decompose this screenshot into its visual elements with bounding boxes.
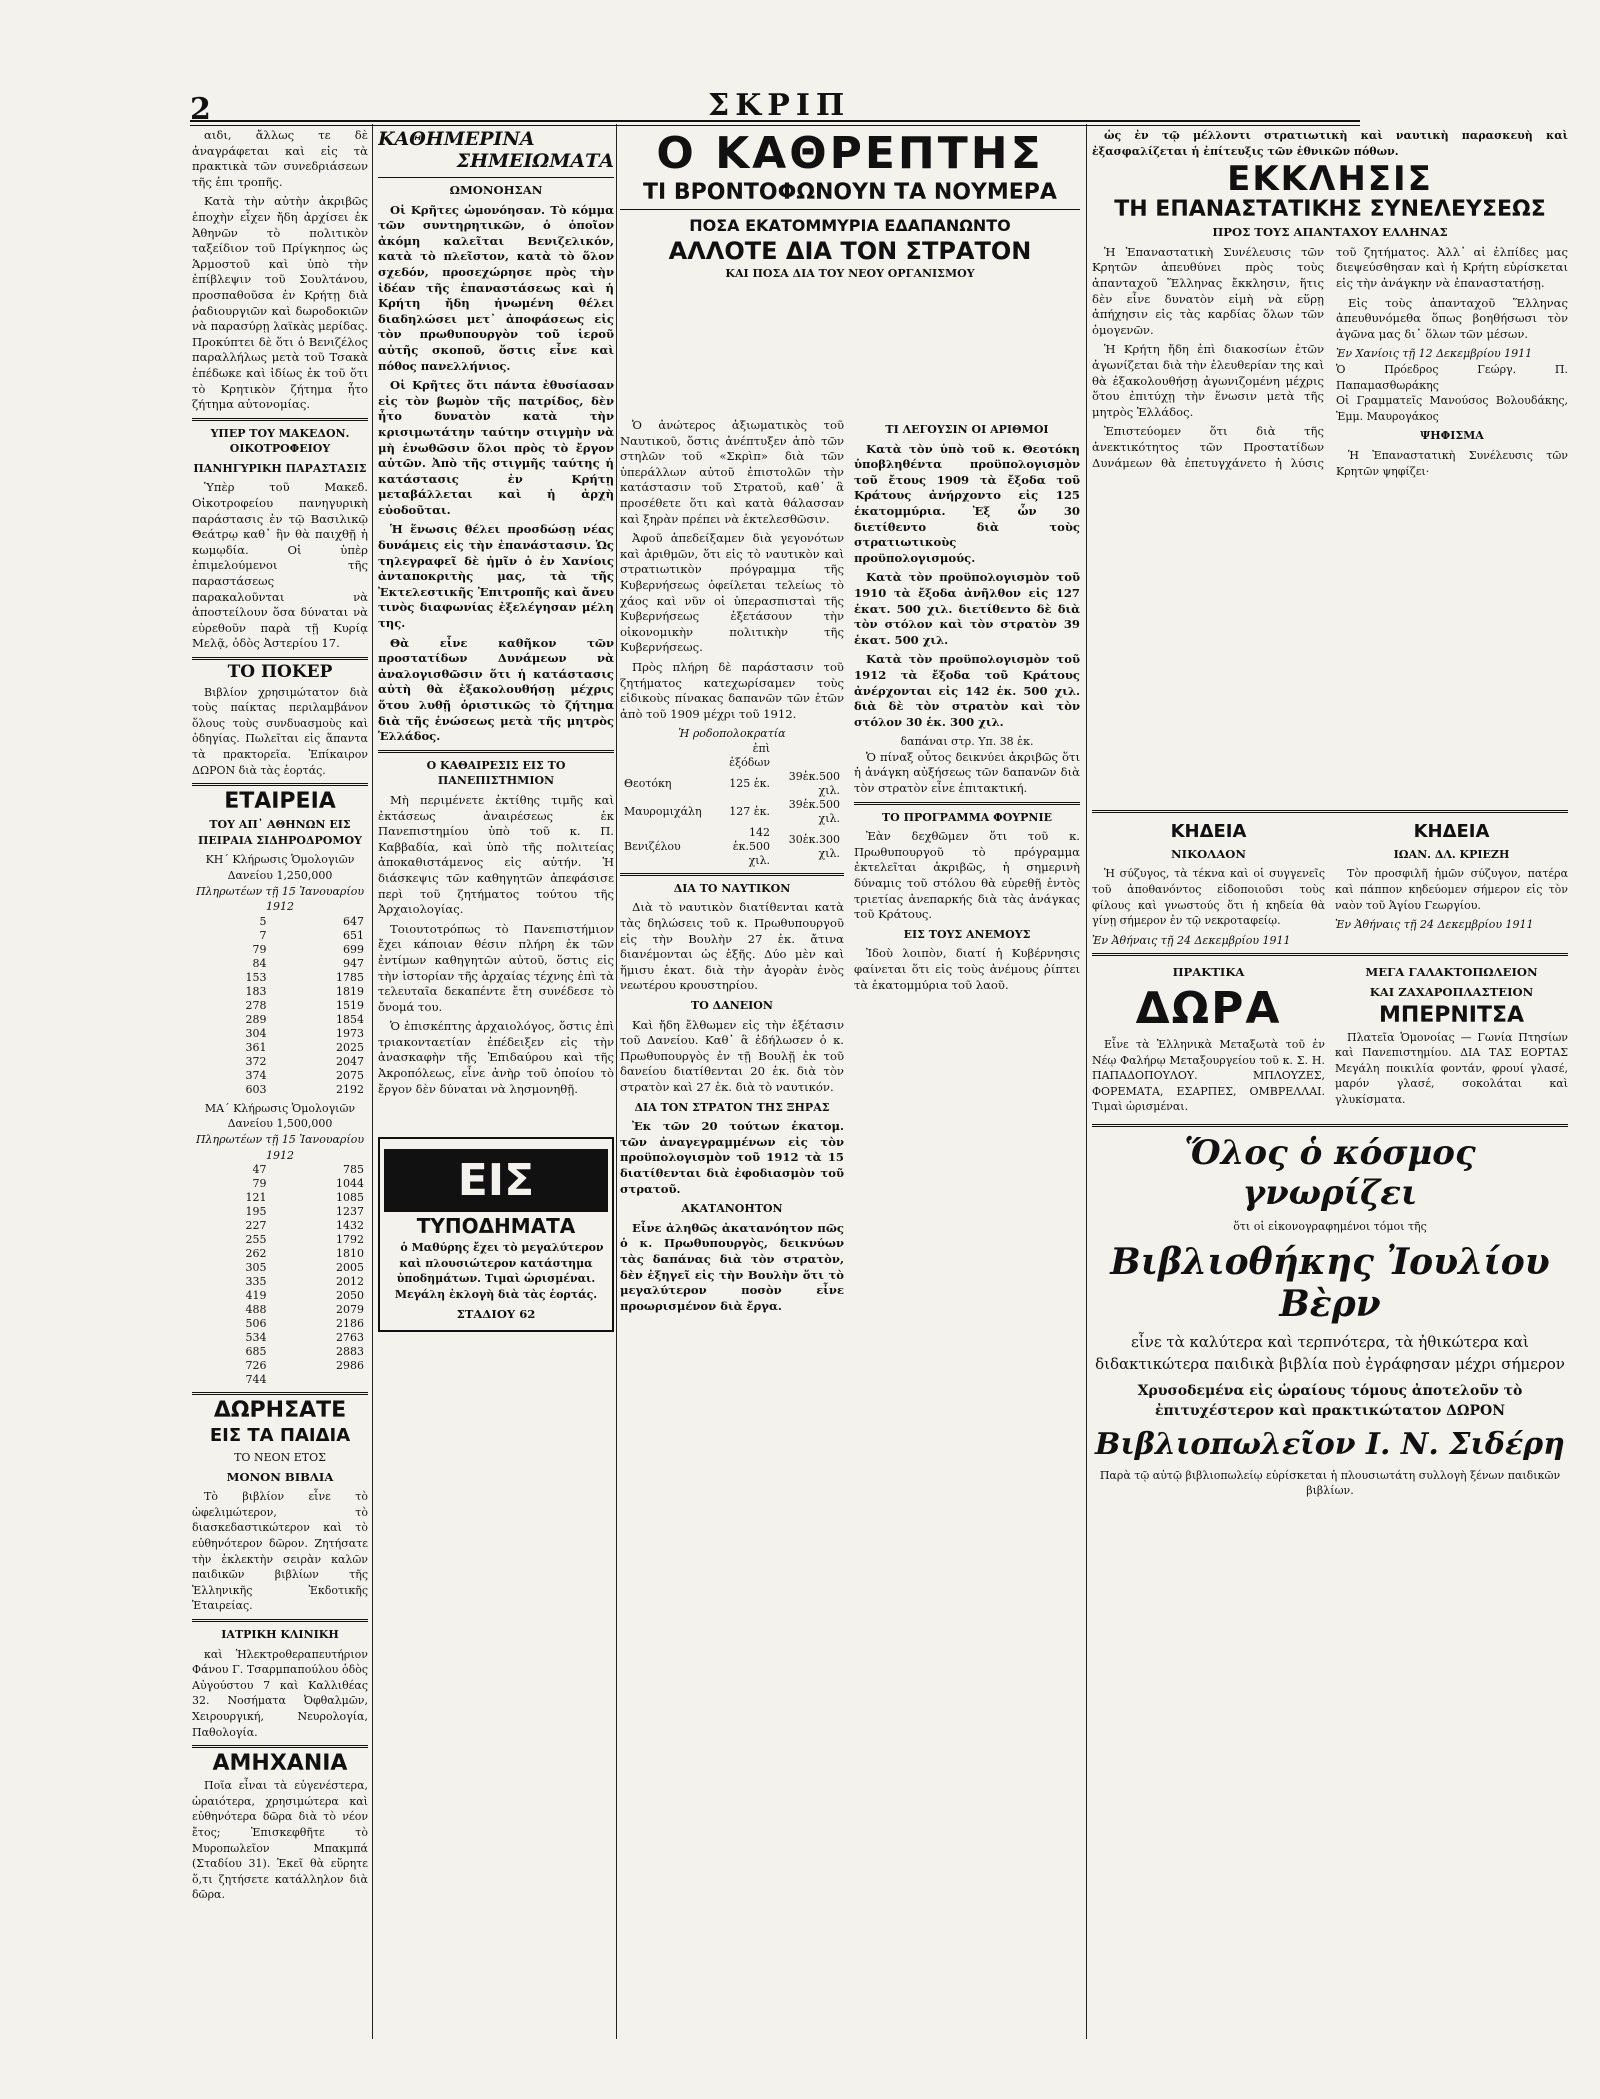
table-cell: 142 ἑκ.500 χιλ.: [732, 825, 771, 867]
funeral-row: [1092, 818, 1568, 949]
clinic-heading: ΙΑΤΡΙΚΗ ΚΛΙΝΙΚΗ: [221, 1628, 339, 1642]
table-cell: 2075: [336, 1068, 364, 1082]
table-row: [192, 1317, 368, 1331]
table-row: [192, 1177, 368, 1191]
divider: [1092, 1124, 1568, 1127]
appeal-body: [1092, 245, 1568, 805]
divider: [620, 873, 844, 876]
table-cell: 1785: [336, 970, 364, 984]
table-cell: 651: [343, 928, 364, 942]
page-number: 2: [190, 92, 211, 127]
table-row: [192, 1275, 368, 1289]
divider: [1092, 953, 1568, 956]
funeral-notice: [1092, 818, 1325, 949]
funeral-name: ΙΩΑΝ. ΔΛ. ΚΡΙΕΖΗ: [1393, 847, 1510, 861]
signature: Ὁ Πρόεδρος Γεώργ. Π. Παπαμασθωράκης: [1336, 362, 1568, 392]
table-row: [192, 999, 368, 1013]
table-cell: 1519: [336, 998, 364, 1012]
table-cell: 2079: [336, 1303, 364, 1317]
divider: [1092, 810, 1568, 813]
article-text: Ἡ σύζυγος, τὰ τέκνα καὶ οἱ συγγενεῖς τοῦ ἀποθανόντος εἰδοποιοῦσι τοὺς φίλους καὶ γνωστούς ὅτι ἡ κηδεία θὰ γίνῃ σήμερον ἐν τῷ νεκροταφείῳ.: [1092, 867, 1325, 928]
table-cell: 79: [252, 942, 267, 956]
table-row: [192, 1345, 368, 1359]
table-caption: Ἡ ροδοπολοκρατία: [678, 727, 786, 741]
table-cell: 361: [245, 1040, 267, 1054]
table-cell: 84: [252, 956, 267, 970]
section-heading: ΚΑΘΗΜΕΡΙΝΑ: [378, 128, 535, 150]
column-4: [1092, 128, 1568, 2033]
newspaper-title: ΣΚΡΙΠ: [708, 88, 851, 123]
column-1: [192, 128, 368, 2033]
ad-text: ὅτι οἱ εἰκονογραφημένοι τόμοι τῆς: [1233, 1219, 1427, 1233]
ad-title: Ὅλος ὁ κόσμος γνωρίζει: [1184, 1132, 1476, 1213]
table-row: [192, 1191, 368, 1205]
table-row: [192, 957, 368, 971]
table-row: [192, 1289, 368, 1303]
gift-line: ΜΟΝΟΝ ΒΙΒΛΙΑ: [226, 1469, 334, 1484]
funeral-title: ΚΗΔΕΙΑ: [1170, 820, 1247, 842]
divider: [192, 657, 368, 660]
article-text: Μὴ περιμένετε ἐκτίθης τιμῆς καὶ ἐκτάσεως ἀναιρέσεως ἐκ Πανεπιστημίου ὑπὸ τοῦ κ. Π. Καββαδία, καὶ ὑπὸ τῆς πολιτείας ἀποκαθιστάμενος εἰς αὐτήν. Ἡ διάσκεψις τῶν καθηγητῶν ἀπεφάσισε περὶ τοῦ ζητήματος τούτου τῆς Ἀρχαιολογίας.: [378, 792, 614, 917]
table-row: [192, 1069, 368, 1083]
table-row: [192, 1083, 368, 1097]
article-text: Τὸν προσφιλῆ ἡμῶν σύζυγον, πατέρα καὶ πάππον κηδεύομεν σήμερον εἰς τὸν ναὸν τοῦ Ἁγίου Γεωργίου.: [1335, 867, 1568, 912]
headline: ΠΡΟΣ ΤΟΥΣ ΑΠΑΝΤΑΧΟΥ ΕΛΛΗΝΑΣ: [1212, 225, 1448, 240]
feature-kicker: Ο ΚΑΘΡΕΠΤΗΣ: [656, 128, 1044, 179]
ad-title: ΤΥΠΟΔΗΜΑΤΑ: [416, 1214, 576, 1239]
funeral-notice: [1335, 818, 1568, 949]
gift-subheading: ΕΙΣ ΤΑ ΠΑΙΔΙΑ: [209, 1425, 351, 1447]
table-cell: 1973: [336, 1026, 364, 1040]
article-text: Εἶνε ἀληθῶς ἀκατανόητον πῶς ὁ κ. Πρωθυπουργὸς, δεικνύων τὰς δαπάνας διὰ τὸν στρατὸν, δὲν ἐξηγεῖ εἰς τὴν Βουλὴν ὅτι τὸ μεγαλύτερον ποσὸν εἶνε προωρισμένον διὰ ἔργα.: [620, 1220, 844, 1313]
table-cell: 39ἑκ.500 χιλ.: [788, 769, 840, 797]
table-row: [192, 1055, 368, 1069]
table-row: [192, 971, 368, 985]
headline: ΕΚΚΛΗΣΙΣ: [1227, 159, 1433, 200]
ad-text: Πλατεῖα Ὁμονοίας — Γωνία Πτησίων καὶ Πανεπιστημίου. ΔΙΑ ΤΑΣ ΕΟΡΤΑΣ Μεγάλη ποικιλία φοντάν, φρουί γλασέ, μαρόν γλασέ, σοκολάται καὶ γλυκίσματα.: [1335, 1030, 1568, 1106]
ad-top: ΕΙΣ: [384, 1149, 608, 1212]
divider: [192, 1392, 368, 1395]
table-cell: 125 ἑκ.: [729, 776, 771, 790]
divider: [192, 1619, 368, 1622]
table-row: [192, 1205, 368, 1219]
column-divider: [1086, 124, 1087, 2039]
table-cell: 1044: [336, 1177, 364, 1191]
table-header: δαπάναι στρ. Υπ. 38 ἑκ.: [900, 735, 1034, 749]
headline: ΤΙ ΒΡΟΝΤΟΦΩΝΟΥΝ ΤΑ ΝΟΥΜΕΡΑ: [643, 180, 1057, 205]
funeral-date: Ἐν Ἀθήναις τῇ 24 Δεκεμβρίου 1911: [1092, 933, 1291, 947]
table-cell: 488: [245, 1303, 267, 1317]
article-text: Ἡ Ἐπαναστατικὴ Συνέλευσις τῶν Κρητῶν ψηφίζει·: [1336, 448, 1568, 478]
table-cell: 419: [245, 1289, 267, 1303]
article-text: Ἐπιστεύομεν ὅτι διὰ τῆς ἀνεκτικότητος τῶν Προστατίδων Δυνάμεων θὰ ἐπετυγχάνετο ἡ λύσις τοῦ ζητήματος. Ἀλλ᾽ αἱ ἐλπίδες μας διεψεύσθησαν καὶ ἡ Κρήτη εὑρίσκεται εἰς τὴν ἀνάγκην νὰ ἐπαναστατήσῃ.: [1092, 244, 1568, 470]
article-text: Ὑπὲρ τοῦ Μακεδ. Οἰκοτροφείου πανηγυρικὴ παράστασις ἐν τῷ Βασιλικῷ Θεάτρῳ καθ᾽ ἣν θὰ παιχθῇ ἡ κωμῳδία. Οἱ ὑπὲρ ἐπιμελούμενοι τῆς παραστάσεως παρακαλοῦνται νὰ ἀποστείλουν ὅσα δύναται νὰ εὑρεθοῦν παρὰ τῇ Κυρίᾳ Μελᾷ, ὁδὸς Ἀστερίου 17.: [192, 480, 368, 651]
divider: [854, 802, 1080, 805]
table-cell: 153: [245, 970, 267, 984]
article-text: Ὁ ἀνώτερος ἀξιωματικὸς τοῦ Ναυτικοῦ, ὅστις ἀνέπτυξεν ἀπὸ τῶν στηλῶν τοῦ «Σκρὶπ» διὰ τῶν ὑπεράλλων αὐτοῦ ἐπιστολῶν τὴν κατάστασιν τοῦ Στρατοῦ, καθ᾽ ἃ προσέθετε ὅτι καὶ κατὰ θάλασσαν καὶ ξηρὰν πρέπει νὰ ἐκτελεσθῶσιν.: [620, 418, 844, 526]
shoe-ad: [378, 1137, 614, 1332]
column-divider: [372, 124, 373, 2039]
table-cell: Μαυρομιχάλη: [624, 804, 702, 818]
article-title: ΑΚΑΤΑΝΟΗΤΟΝ: [681, 1202, 783, 1216]
gift-line: ΤΟ ΝΕΟΝ ΕΤΟΣ: [234, 1451, 326, 1465]
table-row: [192, 985, 368, 999]
draw-table-1: [192, 915, 368, 1097]
article-text: Ἐκ τῶν 20 τούτων ἑκατομ. τῶν ἀναγεγραμμένων εἰς τὸν προϋπολογισμὸν τοῦ 1912 τὰ 15 διατίθενται διὰ ἐφοδιασμὸν τοῦ στρατοῦ.: [620, 1119, 844, 1196]
table-cell: [271, 1373, 368, 1387]
table-cell: 372: [245, 1054, 267, 1068]
article-text: καὶ Ἠλεκτροθεραπευτήριον Φάνου Γ. Τσαρμπαπούλου ὁδὸς Αὐγούστου 7 καὶ Καλλιθέας 32. Νοσήματα Ὀφθαλμῶν, Χειρουργική, Νευρολογία, Παθολογία.: [192, 1647, 368, 1739]
resolution-title: ΨΗΦΙΣΜΑ: [1420, 429, 1484, 443]
table-cell: 374: [245, 1068, 267, 1082]
table-row: [192, 1013, 368, 1027]
divider: [378, 750, 614, 753]
article-text: Κατὰ τὸν ὑπὸ τοῦ κ. Θεοτόκη ὑποβληθέντα προϋπολογισμὸν τοῦ ἔτους 1909 τὰ ἔξοδα τοῦ Κράτους ἀνήρχοντο εἰς 125 ἑκατομμύρια. Ἐξ ὧν 30 διετίθεντο διὰ τοὺς στρατιωτικοὺς προϋπολογισμούς.: [854, 441, 1080, 565]
ad-text: Παρὰ τῷ αὐτῷ βιβλιοπωλείῳ εὑρίσκεται ἡ πλουσιωτάτη συλλογὴ ξένων παιδικῶν βιβλίων.: [1099, 1468, 1561, 1498]
article-title: ΕΙΣ ΤΟΥΣ ΑΝΕΜΟΥΣ: [903, 927, 1031, 941]
ad-title: ΜΕΓΑ ΓΑΛΑΚΤΟΠΩΛΕΙΟΝ: [1365, 965, 1538, 980]
table-cell: 2047: [336, 1054, 364, 1068]
article-text: Πρὸς πλήρη δὲ παράστασιν τοῦ ζητήματος κατεχωρίσαμεν τοὺς εἰδικοὺς πίνακας δαπανῶν τῶν ἐτῶν ἀπὸ τοῦ 1909 μέχρι τοῦ 1912.: [620, 659, 844, 721]
divider: [192, 418, 368, 421]
ad-address: ΣΤΑΔΙΟΥ 62: [456, 1306, 536, 1321]
divider: [620, 209, 1080, 210]
article-text: Θὰ εἶνε καθῆκον τῶν προστατίδων Δυνάμεων νὰ ἀναλογισθῶσιν ὅτι ἡ κατάστασις αὐτὴ θὰ ἐξακολουθήσῃ μέχρις ὅτου λυθῇ ὁριστικῶς τὸ ζήτημα διὰ τῆς ἑνώσεως μετὰ τῆς μητρὸς Ἑλλάδος.: [378, 635, 614, 744]
article-text: Ἡ ἕνωσις θέλει προσδώσῃ νέας δυνάμεις εἰς τὴν ἐπανάστασιν. Ὡς τηλεγραφεῖ δὲ ἡμῖν ὁ ἐν Χανίοις ἀνταποκριτὴς μας, τὰ τῆς Ἐκτελεστικῆς Ἐπιτροπῆς καὶ ἄνευ τινὸς διαφωνίας ἐξελέγησαν μέλη της.: [378, 522, 614, 631]
table-row: [192, 1303, 368, 1317]
table-cell: 947: [343, 956, 364, 970]
article-text: Κατὰ τὴν αὐτὴν ἀκριβῶς ἐποχὴν εἶχεν ἤδη ἀρχίσει ἐκ Ἀθηνῶν τὸ πολιτικὸν ταξείδιον τοῦ Πρίγκηπος ὡς Ἁρμοστοῦ καὶ ὑπὸ τὴν ἐπίβλεψιν τοῦ Σουλτάνου, προσπαθοῦσα ἐν Κρήτῃ διὰ ῥαδιουργιῶν καὶ δωροδοκιῶν νὰ παρασύρῃ λαϊκὰς μερίδας. Προκύπτει δὲ ὅτι ὁ Βενιζέλος παραλλήλως μετὰ τοῦ Τσακὰ ἐπέδωκε καὶ ἰδίως ἐκ τοῦ ὅτι τὸ Κρητικὸν ζήτημα ἦτο ζήτημα αὐτονομίας.: [192, 194, 368, 412]
article-title: ΩΜΟΝΟΗΣΑΝ: [449, 183, 543, 197]
table-cell: 534: [245, 1331, 267, 1345]
headline: ΠΟΣΑ ΕΚΑΤΟΜΜΥΡΙΑ ΕΔΑΠΑΝΩΝΤΟ: [689, 216, 1011, 235]
milk-ad: [1335, 961, 1568, 1119]
table-cell: 744: [245, 1373, 267, 1387]
article-text: Τὸ βιβλίον εἶνε τὸ ὠφελιμώτερον, τὸ διασκεδαστικώτερον καὶ τὸ εὐθηνότερον δῶρον. Ζητήσατε τὴν ἐκλεκτὴν σειρὰν καλῶν παιδικῶν βιβλίων τῆς Ἑλληνικῆς Ἐκδοτικῆς Ἑταιρείας.: [192, 1490, 368, 1613]
headline: ΚΑΙ ΠΟΣΑ ΔΙΑ ΤΟΥ ΝΕΟΥ ΟΡΓΑΝΙΣΜΟΥ: [725, 267, 975, 280]
table-cell: 506: [245, 1317, 267, 1331]
table-cell: 1819: [336, 984, 364, 998]
funeral-date: Ἐν Ἀθήναις τῇ 24 Δεκεμβρίου 1911: [1335, 918, 1534, 932]
article-text: Ποῖα εἶναι τὰ εὐγενέστερα, ὡραιότερα, χρησιμώτερα καὶ εὐθηνότερα δῶρα διὰ τὸ νέον ἔτος; Ἐπισκεφθῆτε τὸ Μυροπωλεῖον Μπακμπά (Σταδίου 31). Ἐκεῖ θὰ εὕρητε ὅ,τι ζητήσετε κατάλληλον διὰ δῶρα.: [192, 1779, 368, 1902]
ad-text: ὁ Μαθύρης ἔχει τὸ μεγαλύτερον καὶ πλουσιώτερον κατάστημα ὑποδημάτων. Τιμαὶ ὡρισμέναι. Μεγάλη ἐκλογὴ διὰ τὰς ἑορτάς.: [394, 1241, 604, 1302]
table-cell: 1085: [336, 1191, 364, 1205]
table-cell: 2050: [336, 1289, 364, 1303]
draw-date: Πληρωτέων τῇ 15 Ἰανουαρίου 1912: [195, 1132, 365, 1162]
table-row: [192, 1331, 368, 1345]
article-text: Ἐὰν δεχθῶμεν ὅτι τοῦ κ. Πρωθυπουργοῦ τὸ πρόγραμμα ἐκτελεῖται ἀκριβῶς, ἡ σημερινὴ δύναμις τοῦ στόλου θὰ εὑρεθῇ ἐντὸς τριετίας ἀνεπαρκής διὰ τὰς ἀνάγκας τοῦ Κράτους.: [854, 829, 1080, 922]
article-title: ΤΟ ΠΡΟΓΡΑΜΜΑ ΦΟΥΡΝΙΕ: [881, 810, 1053, 824]
article-text: Ἀφοῦ ἀπεδείξαμεν διὰ γεγονότων καὶ ἀριθμῶν, ὅτι εἰς τὸ ναυτικὸν καὶ στρατιωτικὸν πρόγραμμα τῆς Κυβερνήσεως ὀφείλεται τελείως τὸ χάος καὶ νῦν οἱ ὑπερασπισταὶ τῆς Κυβερνήσεως ἐξετάσουν τὴν οἰκονομικὴν πολιτικὴν τῆς Κυβερνήσεως.: [620, 531, 844, 655]
column-3a: [620, 418, 844, 1978]
table-cell: Θεοτόκη: [624, 776, 672, 790]
table-row: [192, 1373, 368, 1387]
ad-title: ΔΩΡΑ: [1135, 982, 1282, 1034]
column-3b: [854, 418, 1080, 1978]
table-cell: 647: [343, 914, 364, 928]
ad-shop: Βιβλιοπωλεῖον Ι. Ν. Σιδέρη: [1095, 1426, 1565, 1462]
table-row: [192, 943, 368, 957]
table-row: [620, 826, 844, 868]
article-title: ΤΙ ΛΕΓΟΥΣΙΝ ΟΙ ΑΡΙΘΜΟΙ: [885, 423, 1049, 436]
article-text: Καὶ ἤδη ἔλθωμεν εἰς τὴν ἐξέτασιν τοῦ Δανείου. Καθ᾽ ἃ ἐδήλωσεν ὁ κ. Πρωθυπουργὸς ἐν τῇ Βουλῇ ἐκ τοῦ δανείου διατίθενται 20 ἑκ. διὰ τὸν στρατὸν καὶ 27 ἑκ. διὰ τὸ ναυτικόν.: [620, 1017, 844, 1094]
draw-table-2: [192, 1163, 368, 1387]
article-text: Ἰδοὺ λοιπὸν, διατί ἡ Κυβέρνησις φαίνεται ὅτι εἰς τοὺς ἀνέμους ῥίπτει τὰ ἐκατομμύρια τοῦ λαοῦ.: [854, 946, 1080, 992]
article-title: ΤΟ ΔΑΝΕΙΟΝ: [691, 999, 773, 1013]
column-2: [378, 128, 614, 2033]
table-cell: 278: [245, 998, 267, 1012]
company-subheading: ΤΟΥ ΑΠ᾽ ΑΘΗΝΩΝ ΕΙΣ ΠΕΙΡΑΙΑ ΣΙΔΗΡΟΔΡΟΜΟΥ: [198, 818, 362, 847]
article-text: Ὁ πίναξ οὗτος δεικνύει ἀκριβῶς ὅτι ἡ ἀνάγκη αὐξήσεως τῶν δαπανῶν διὰ τὸν στρατὸν εἶνε ἐπιτακτική.: [854, 749, 1080, 796]
table-cell: 1792: [336, 1233, 364, 1247]
article-text: Διὰ τὸ ναυτικὸν διατίθενται κατὰ τὰς δηλώσεις τοῦ κ. Πρωθυπουργοῦ εἰς τὴν Βουλὴν 27 ἑκ. ἄτινα διανέμονται ὡς ἑξῆς. Δύο μὲν καὶ ἥμισυ ἑκατ. διὰ τὴν ἀγορὰν ἑνὸς νεωτέρου κρουστηρίου.: [620, 900, 844, 993]
table-cell: 2883: [336, 1345, 364, 1359]
ad-text: Χρυσοδεμένα εἰς ὡραίους τόμους ἀποτελοῦν τὸ ἐπιτυχέστερον καὶ πρακτικώτατον ΔΩΡΟΝ: [1137, 1382, 1523, 1419]
section-heading: ΣΗΜΕΙΩΜΑΤΑ: [456, 150, 614, 172]
article-text: Ὁ ἐπισκέπτης ἀρχαιολόγος, ὅστις ἐπὶ τριακονταετίαν ἐπέδειξεν εἰς τὴν ἀνασκαφὴν τῆς Ἐπιδαύρου καὶ τῆς Ἀκροπόλεως, εἶνε ἀνὴρ τοῦ ὁποίου τὸ ἔργον δὲν δύναται νὰ λησμονηθῇ.: [378, 1019, 614, 1096]
ad-title: ΜΠΕΡΝΙΤΣΑ: [1378, 1002, 1525, 1028]
table-cell: 1810: [336, 1247, 364, 1261]
table-cell: 79: [252, 1177, 267, 1191]
article-text: Κατὰ τὸν προϋπολογισμὸν τοῦ 1912 τὰ ἔξοδα τοῦ Κράτους ἀνέρχονται εἰς 142 ἑκ. 500 χιλ. διὰ δὲ τὸν στρατὸν καὶ τὸν στόλον 30 ἑκ. 300 χιλ.: [854, 652, 1080, 729]
ad-text: Εἶνε τὰ Ἑλληνικὰ Μεταξωτὰ τοῦ ἐν Νέῳ Φαλήρῳ Μεταξουργείου τοῦ κ. Σ. Η. ΠΑΠΑΔΟΠΟΥΛΟΥ. ΜΠΛΟΥΖΕΣ, ΦΟΡΕΜΑΤΑ, ΕΣΑΡΠΕΣ, ΟΜΒΡΕΛΛΑΙ. Τιμαὶ ὡρισμέναι.: [1092, 1037, 1325, 1114]
table-cell: 1854: [336, 1012, 364, 1026]
column-divider: [616, 124, 617, 2039]
article-text: Οἱ Κρῆτες ὅτι πάντα ἐθυσίασαν εἰς τὸν βωμὸν τῆς πατρίδος, δὲν ἦτο δυνατὸν κατὰ τὴν κρισιμωτάτην ταύτην στιγμὴν νὰ μὴ ἑνωθῶσιν ὅλοι πρὸς τὸ ἔργον αὐτῶν. Ἀπὸ τῆς στιγμῆς ταύτης ἡ κατάστασις ἐν Κρήτῃ μεταβάλλεται καὶ ἡ ἀρχὴ εὐοδοῦται.: [378, 378, 614, 517]
table-row: [192, 1247, 368, 1261]
table-cell: 7: [259, 928, 267, 942]
gift-heading: ΔΩΡΗΣΑΤΕ: [213, 1398, 347, 1424]
company-heading: ΕΤΑΙΡΕΙΑ: [224, 789, 336, 815]
table-cell: 785: [343, 1163, 364, 1177]
table-row: [620, 770, 844, 798]
article-title: ΔΙΑ ΤΟ ΝΑΥΤΙΚΟΝ: [673, 881, 791, 895]
budget-table: [620, 742, 844, 868]
table-cell: 699: [343, 942, 364, 956]
ad-title: ΠΡΑΚΤΙΚΑ: [1172, 965, 1245, 980]
article-text: Κατὰ τὸν προϋπολογισμὸν τοῦ 1910 τὰ ἔξοδα ἀνῆλθον εἰς 127 ἑκατ. 500 χιλ. διετίθεντο δὲ διὰ τὸν στόλον καὶ τὸν στρατὸν 39 ἑκατ. 500 χιλ.: [854, 570, 1080, 647]
article-text: Ἡ Ἐπαναστατικὴ Συνέλευσις τῶν Κρητῶν ἀπευθύνει πρὸς τοὺς ἀπανταχοῦ Ἕλληνας ἔκκλησιν, ἥτις δὲν εἶνε δυνατὸν εἰμὴ νὰ εὕρῃ ἀπήχησιν εἰς τὰς καρδίας ὅλων τῶν ὁμογενῶν.: [1092, 244, 1324, 337]
table-cell: 127 ἑκ.: [729, 804, 771, 818]
article-text: Βιβλίον χρησιμώτατον διὰ τοὺς παίκτας περιλαμβάνον ὅλους τοὺς συνδυασμοὺς καὶ ὁδηγίας. Πωλεῖται εἰς ἅπαντα τὰ πρακτορεῖα. Ἐπίκαιρον ΔΩΡΟΝ διὰ τὰς ἑορτάς.: [192, 685, 368, 777]
table-cell: 304: [245, 1026, 267, 1040]
gifts-ad: [1092, 961, 1325, 1119]
table-row: [192, 915, 368, 929]
funeral-name: ΝΙΚΟΛΑΟΝ: [1171, 846, 1246, 861]
ads-row: [1092, 961, 1568, 1119]
funeral-title: ΚΗΔΕΙΑ: [1413, 820, 1490, 842]
article-text: Εἰς τοὺς ἀπανταχοῦ Ἕλληνας ἀπευθυνόμεθα ὅπως βοηθήσωσι τὸν ἀγῶνα μας δι᾽ ὅλων τῶν μέσων.: [1336, 295, 1568, 341]
verne-ad: [1092, 1133, 1568, 1499]
table-row: [192, 1219, 368, 1233]
table-cell: 2005: [336, 1261, 364, 1275]
table-row: [192, 1261, 368, 1275]
table-cell: 195: [245, 1205, 267, 1219]
signature-place: Ἐν Χανίοις τῇ 12 Δεκεμβρίου 1911: [1336, 347, 1533, 361]
table-cell: 685: [245, 1345, 267, 1359]
article-text: Οἱ Κρῆτες ὡμονόησαν. Τὸ κόμμα τῶν συντηρητικῶν, ὁ ὁποῖον ἀκόμη καλεῖται Βενιζελικόν, κατὰ τὸ πλεῖστον, κατὰ τὸ ὅλον σχεδόν, προσεχώρησε πρὸς τὴν ἰδέαν τῆς ἐπαναστάσεως καὶ ἡ Κρήτη ἤδη ἡνωμένη θέλει διαδηλώσει μετ᾽ ἀποφάσεως εἰς τὸν πρωθυπουργὸν τοῦ ἱεροῦ αὐτῆς σκοποῦ, ὅστις εἶνε καὶ πόθος πανελλήνιος.: [378, 202, 614, 373]
table-cell: 5: [259, 914, 267, 928]
article-title: ΔΙΑ ΤΟΝ ΣΤΡΑΤΟΝ ΤΗΣ ΞΗΡΑΣ: [634, 1100, 830, 1114]
table-header: ἐπὶ ἐξόδων: [729, 741, 771, 769]
table-cell: 2012: [336, 1275, 364, 1289]
article-text: αιδι, ἄλλως τε δὲ ἀναγράφεται καὶ εἰς τὰ πρακτικὰ τῶν συνεδριάσεων τῆς ἐπι τροπῆς.: [192, 128, 368, 189]
table-row: [620, 798, 844, 826]
table-cell: 255: [245, 1233, 267, 1247]
column-3-header: [620, 128, 1080, 418]
signature: Οἱ Γραμματεῖς Μανούσος Βολουδάκης, Ἐμμ. Μαυρογάκος: [1336, 394, 1568, 423]
table-row: [192, 1233, 368, 1247]
divider: [378, 177, 614, 178]
headline: ΤΗ ΕΠΑΝΑΣΤΑΤΙΚΗΣ ΣΥΝΕΛΕΥΣΕΩΣ: [1114, 197, 1546, 223]
machine-heading: ΑΜΗΧΑΝΙΑ: [212, 1751, 348, 1777]
table-row: [192, 1041, 368, 1055]
table-cell: 305: [245, 1261, 267, 1275]
ad-title: Βιβλιοθήκης Ἰουλίου Βὲρν: [1110, 1240, 1550, 1325]
table-cell: 2025: [336, 1040, 364, 1054]
table-cell: 289: [245, 1012, 267, 1026]
table-cell: 335: [245, 1275, 267, 1289]
table-cell: 2763: [336, 1331, 364, 1345]
table-row: [192, 929, 368, 943]
ad-text: εἶνε τὰ καλύτερα καὶ τερπνότερα, τὰ ἠθικώτερα καὶ διδακτικώτερα παιδικὰ βιβλία ποὺ ἐγράφησαν μέχρι σήμερον: [1095, 1332, 1565, 1373]
article-text: Τοιουτοτρόπως τὸ Πανεπιστήμιον ἔχει κάποιαν θέσιν πλήρη ἐκ τῶν ἐντίμων καθηγητῶν αὐτοῦ, ὅστις εἰς τὴν ἱστορίαν τῆς ἀρχαίας τέχνης ἐπὶ τὰ τελευταῖα δεκαπέντε ἔτη συνέδεσε τὸ ὄνομά του.: [378, 921, 614, 1014]
table-row: [192, 1163, 368, 1177]
table-cell: 30ἑκ.300 χιλ.: [788, 832, 840, 860]
table-cell: 2192: [336, 1082, 364, 1096]
table-cell: 1237: [336, 1205, 364, 1219]
article-title: Ο ΚΑΘΑΙΡΕΣΙΣ ΕΙΣ ΤΟ ΠΑΝΕΠΙΣΤΗΜΙΟΝ: [426, 758, 566, 788]
ad-subheading: ΠΑΝΗΓΥΡΙΚΗ ΠΑΡΑΣΤΑΣΙΣ: [193, 461, 367, 475]
table-row: [192, 1027, 368, 1041]
table-cell: 2986: [336, 1359, 364, 1373]
draw-title: ΜΑ΄ Κλήρωσις Ὁμολογιῶν Δανείου 1,500,000: [204, 1101, 356, 1131]
table-cell: 1432: [336, 1219, 364, 1233]
divider: [192, 783, 368, 786]
divider: [192, 1745, 368, 1748]
table-cell: 227: [245, 1219, 267, 1233]
table-cell: 39ἑκ.500 χιλ.: [788, 797, 840, 825]
table-cell: 726: [245, 1359, 267, 1373]
table-cell: 47: [252, 1163, 267, 1177]
article-text: ὡς ἐν τῷ μέλλοντι στρατιωτικὴ καὶ ναυτικὴ παρασκευὴ καὶ ἐξασφαλίζεται ἡ ἐπίτευξις τῶν ἐθνικῶν πόθων.: [1092, 129, 1568, 158]
draw-date: Πληρωτέων τῇ 15 Ἰανουαρίου 1912: [195, 884, 365, 914]
table-cell: 2186: [336, 1317, 364, 1331]
table-cell: 603: [245, 1082, 267, 1096]
article-text: Ἡ Κρήτη ἤδη ἐπὶ διακοσίων ἐτῶν ἀγωνίζεται διὰ τὴν ἐλευθερίαν της καὶ θὰ ἐξακολουθήσῃ ἀγωνιζομένη μέχρις ὅτου ἐπιτύχῃ τὴν ἕνωσιν μετὰ τῆς μητρὸς Ἑλλάδος.: [1092, 342, 1324, 419]
masthead-rule: [190, 120, 1360, 126]
headline: ΑΛΛΟΤΕ ΔΙΑ ΤΟΝ ΣΤΡΑΤΟΝ: [668, 237, 1032, 265]
table-cell: Βενιζέλου: [624, 839, 681, 853]
poker-heading: ΤΟ ΠΟΚΕΡ: [227, 662, 333, 682]
ad-title: ΚΑΙ ΖΑΧΑΡΟΠΛΑΣΤΕΙΟΝ: [1369, 984, 1534, 999]
table-row: [192, 1359, 368, 1373]
ad-heading: ΥΠΕΡ ΤΟΥ ΜΑΚΕΔΟΝ. ΟΙΚΟΤΡΟΦΕΙΟΥ: [210, 426, 350, 456]
draw-title: ΚΗ΄ Κλήρωσις Ὁμολογιῶν Δανείου 1,250,000: [205, 853, 355, 882]
table-cell: 121: [245, 1191, 267, 1205]
table-cell: 183: [245, 984, 267, 998]
table-cell: 262: [245, 1247, 267, 1261]
